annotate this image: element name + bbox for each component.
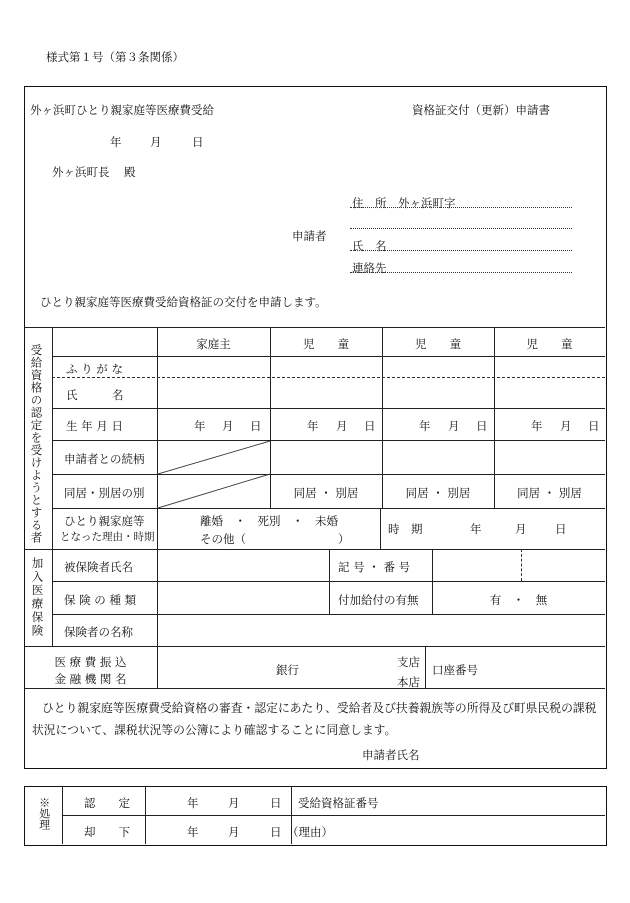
address-prefix: 外ヶ浜町字 — [398, 196, 456, 210]
row-label-reason-line2: となった理由・時期 — [60, 531, 155, 543]
approval-day: 日 — [270, 796, 282, 810]
reason-options-line1: 離婚 ・ 死別 ・ 未婚 — [200, 514, 338, 528]
birth-day-col4: 日 — [588, 419, 600, 433]
name-label: 氏 名 — [352, 239, 387, 253]
contact-line — [350, 272, 572, 273]
row-label-relationship: 申請者との続柄 — [64, 452, 145, 466]
cohabitation-option-child-3: 同居 ・ 別居 — [517, 486, 582, 500]
birth-year-col2: 年 — [307, 419, 319, 433]
rejection-year: 年 — [187, 825, 199, 839]
consent-statement: ひとり親家庭等医療費受給資格の審査・認定にあたり、受給者及び扶養親族等の所得及び町県民税の課税状況について、課税状況等の公簿により確認することに同意します。 — [32, 701, 597, 737]
period-label: 時 期 — [388, 522, 423, 536]
col-header-child-3: 児 童 — [526, 337, 573, 351]
address-line — [350, 207, 572, 208]
address-line-2 — [350, 228, 572, 229]
rejection-month: 月 — [228, 825, 240, 839]
insurer-name-label: 保険者の名称 — [64, 625, 133, 639]
honorific: 殿 — [124, 165, 136, 179]
row-label-reason-line1: ひとり親家庭等 — [64, 514, 145, 528]
date-month-label: 月 — [150, 135, 162, 149]
period-year: 年 — [470, 522, 482, 536]
birth-month-col2: 月 — [336, 419, 348, 433]
additional-benefit-label: 付加給付の有無 — [338, 593, 419, 607]
birth-day-col3: 日 — [476, 419, 488, 433]
applicant-label: 申請者 — [292, 229, 327, 243]
bank-suffix: 銀行 — [276, 663, 299, 677]
certificate-number-label: 受給資格証番号 — [298, 796, 379, 810]
consent-signature-label: 申請者氏名 — [362, 748, 420, 762]
addressee: 外ヶ浜町長 — [52, 165, 110, 179]
form-title-right: 資格証交付（更新）申請書 — [412, 103, 550, 117]
reason-options-line2: その他（ ） — [200, 532, 350, 546]
birth-month-col1: 月 — [222, 419, 234, 433]
row-label-cohabitation: 同居・別居の別 — [64, 486, 145, 500]
insured-name-label: 被保険者氏名 — [64, 560, 133, 574]
date-day-label: 日 — [192, 135, 204, 149]
eligibility-side-label: 受給資格の認定を受けようとする者 — [29, 344, 44, 544]
cohabitation-option-child-1: 同居 ・ 別居 — [293, 486, 359, 500]
row-label-birthdate: 生 年 月 日 — [66, 419, 123, 433]
na-diagonal-lines — [158, 441, 270, 508]
name-line — [350, 250, 572, 251]
col-header-child-1: 児 童 — [303, 337, 349, 351]
form-title-left: 外ヶ浜町ひとり親家庭等医療費受給 — [30, 103, 214, 117]
col-header-head-of-household: 家庭主 — [196, 337, 231, 351]
insurance-type-label: 保 険 の 種 類 — [64, 593, 137, 607]
head-office-suffix: 本店 — [397, 675, 420, 689]
form-number: 様式第１号（第３条関係） — [46, 50, 184, 64]
cohabitation-option-child-2: 同居 ・ 別居 — [405, 486, 471, 500]
birth-month-col3: 月 — [448, 419, 460, 433]
additional-benefit-value: 有 ・ 無 — [489, 593, 548, 607]
approval-label: 認 定 — [84, 796, 130, 810]
date-year-label: 年 — [110, 135, 122, 149]
col-header-child-2: 児 童 — [415, 337, 461, 351]
birth-year-col1: 年 — [194, 419, 206, 433]
bank-label-line1: 医 療 費 振 込 — [54, 655, 127, 669]
branch-suffix: 支店 — [397, 655, 420, 669]
contact-label: 連絡先 — [352, 261, 387, 275]
account-number-label: 口座番号 — [432, 663, 478, 677]
row-label-furigana: ふ り が な — [66, 362, 123, 376]
birth-day-col2: 日 — [364, 419, 376, 433]
rejection-day: 日 — [270, 825, 282, 839]
period-month: 月 — [515, 522, 527, 536]
period-day: 日 — [555, 522, 567, 536]
insurance-side-label: 加入医療保険 — [30, 557, 45, 638]
birth-year-col4: 年 — [531, 419, 543, 433]
approval-month: 月 — [228, 796, 240, 810]
processing-side-label: ※処理 — [37, 797, 51, 830]
approval-year: 年 — [187, 796, 199, 810]
birth-year-col3: 年 — [419, 419, 431, 433]
request-statement: ひとり親家庭等医療費受給資格証の交付を申請します。 — [40, 295, 327, 309]
rejection-reason-label: （理由） — [287, 825, 333, 839]
row-label-name: 氏 名 — [66, 388, 124, 402]
birth-month-col4: 月 — [560, 419, 572, 433]
address-label: 住 所 — [352, 196, 387, 210]
birth-day-col1: 日 — [250, 419, 262, 433]
rejection-label: 却 下 — [84, 825, 130, 839]
bank-label-line2: 金 融 機 関 名 — [54, 672, 127, 686]
symbol-number-label: 記 号 ・ 番 号 — [338, 560, 411, 574]
